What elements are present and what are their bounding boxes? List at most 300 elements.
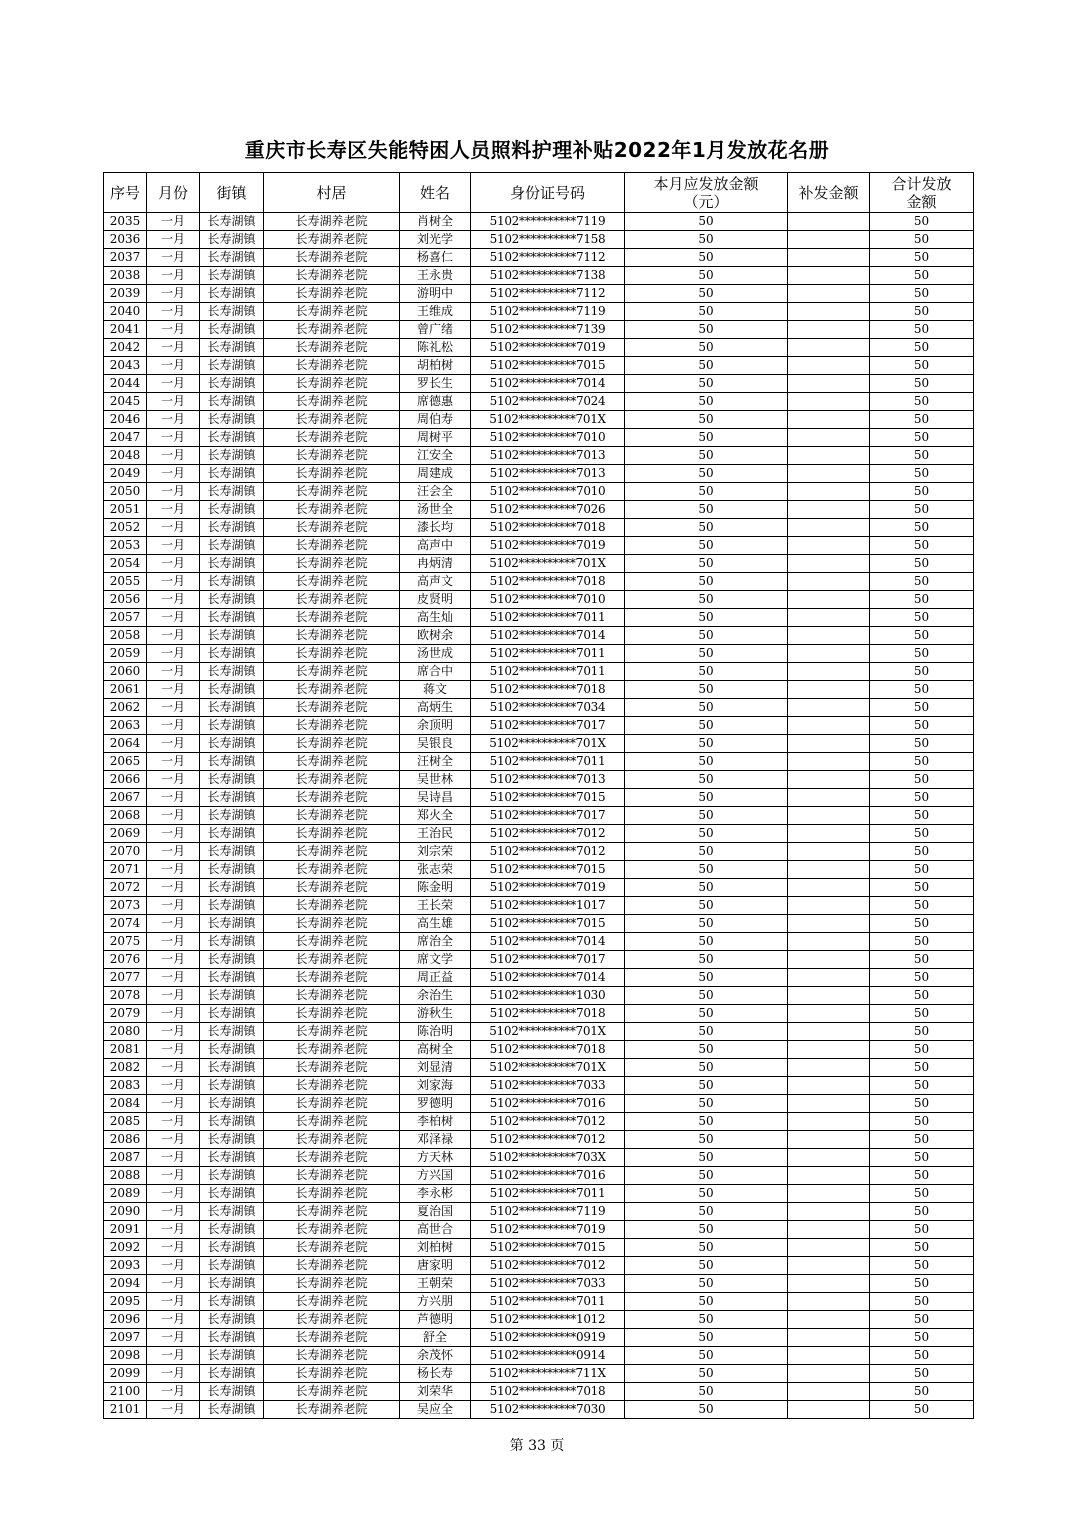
cell-monthly-amount: 50	[625, 1167, 788, 1185]
cell-village: 长寿湖养老院	[264, 1023, 400, 1041]
cell-supplement-amount	[788, 1311, 870, 1329]
cell-supplement-amount	[788, 249, 870, 267]
cell-monthly-amount: 50	[625, 357, 788, 375]
table-row	[104, 897, 974, 915]
cell-town: 长寿湖镇	[200, 1383, 264, 1401]
cell-monthly-amount: 50	[625, 897, 788, 915]
cell-town: 长寿湖镇	[200, 951, 264, 969]
cell-id-number: 5102**********7011	[471, 753, 625, 771]
cell-month: 一月	[147, 609, 200, 627]
cell-total-amount: 50	[870, 1203, 974, 1221]
table-row	[104, 303, 974, 321]
cell-serial-number: 2054	[104, 555, 147, 573]
cell-id-number: 5102**********7017	[471, 807, 625, 825]
cell-person-name: 李永彬	[400, 1185, 471, 1203]
cell-serial-number: 2042	[104, 339, 147, 357]
cell-town: 长寿湖镇	[200, 231, 264, 249]
cell-month: 一月	[147, 789, 200, 807]
table-row	[104, 447, 974, 465]
page-number: 第 33 页	[509, 1438, 565, 1454]
cell-serial-number: 2057	[104, 609, 147, 627]
cell-total-amount: 50	[870, 1383, 974, 1401]
cell-person-name: 游秋生	[400, 1005, 471, 1023]
cell-total-amount: 50	[870, 555, 974, 573]
cell-id-number: 5102**********0919	[471, 1329, 625, 1347]
cell-serial-number: 2056	[104, 591, 147, 609]
cell-total-amount: 50	[870, 735, 974, 753]
cell-monthly-amount: 50	[625, 303, 788, 321]
cell-village: 长寿湖养老院	[264, 447, 400, 465]
cell-supplement-amount	[788, 1041, 870, 1059]
cell-serial-number: 2061	[104, 681, 147, 699]
cell-total-amount: 50	[870, 1239, 974, 1257]
cell-id-number: 5102**********1030	[471, 987, 625, 1005]
cell-serial-number: 2089	[104, 1185, 147, 1203]
cell-serial-number: 2096	[104, 1311, 147, 1329]
table-row	[104, 519, 974, 537]
cell-village: 长寿湖养老院	[264, 483, 400, 501]
cell-serial-number: 2038	[104, 267, 147, 285]
cell-town: 长寿湖镇	[200, 393, 264, 411]
table-row	[104, 1329, 974, 1347]
cell-supplement-amount	[788, 753, 870, 771]
cell-serial-number: 2051	[104, 501, 147, 519]
cell-serial-number: 2082	[104, 1059, 147, 1077]
cell-id-number: 5102**********711X	[471, 1365, 625, 1383]
table-row	[104, 915, 974, 933]
cell-village: 长寿湖养老院	[264, 753, 400, 771]
header-month: 月份	[147, 173, 200, 213]
cell-serial-number: 2078	[104, 987, 147, 1005]
cell-serial-number: 2074	[104, 915, 147, 933]
cell-month: 一月	[147, 1095, 200, 1113]
cell-town: 长寿湖镇	[200, 717, 264, 735]
cell-month: 一月	[147, 1275, 200, 1293]
cell-supplement-amount	[788, 825, 870, 843]
cell-total-amount: 50	[870, 843, 974, 861]
cell-town: 长寿湖镇	[200, 825, 264, 843]
cell-person-name: 蒋文	[400, 681, 471, 699]
cell-town: 长寿湖镇	[200, 753, 264, 771]
cell-town: 长寿湖镇	[200, 627, 264, 645]
cell-id-number: 5102**********701X	[471, 411, 625, 429]
cell-village: 长寿湖养老院	[264, 1131, 400, 1149]
cell-monthly-amount: 50	[625, 807, 788, 825]
cell-monthly-amount: 50	[625, 375, 788, 393]
cell-serial-number: 2086	[104, 1131, 147, 1149]
header-total-amount: 合计发放金额	[870, 173, 974, 213]
cell-total-amount: 50	[870, 1041, 974, 1059]
header-monthly-amount: 本月应发放金额（元）	[625, 173, 788, 213]
cell-total-amount: 50	[870, 1257, 974, 1275]
cell-serial-number: 2036	[104, 231, 147, 249]
cell-supplement-amount	[788, 1203, 870, 1221]
cell-total-amount: 50	[870, 267, 974, 285]
cell-person-name: 陈治明	[400, 1023, 471, 1041]
cell-village: 长寿湖养老院	[264, 1095, 400, 1113]
cell-town: 长寿湖镇	[200, 1365, 264, 1383]
cell-month: 一月	[147, 663, 200, 681]
cell-village: 长寿湖养老院	[264, 735, 400, 753]
cell-person-name: 席文学	[400, 951, 471, 969]
table-row	[104, 1185, 974, 1203]
cell-id-number: 5102**********7026	[471, 501, 625, 519]
cell-id-number: 5102**********7018	[471, 1383, 625, 1401]
header-row	[104, 173, 974, 213]
cell-person-name: 周伯寿	[400, 411, 471, 429]
cell-serial-number: 2085	[104, 1113, 147, 1131]
cell-serial-number: 2099	[104, 1365, 147, 1383]
cell-serial-number: 2071	[104, 861, 147, 879]
cell-serial-number: 2097	[104, 1329, 147, 1347]
cell-town: 长寿湖镇	[200, 663, 264, 681]
cell-town: 长寿湖镇	[200, 681, 264, 699]
cell-id-number: 5102**********7011	[471, 645, 625, 663]
cell-id-number: 5102**********7011	[471, 663, 625, 681]
cell-total-amount: 50	[870, 1311, 974, 1329]
cell-monthly-amount: 50	[625, 1221, 788, 1239]
cell-month: 一月	[147, 627, 200, 645]
subsidy-roster-table	[103, 172, 974, 1419]
cell-town: 长寿湖镇	[200, 789, 264, 807]
cell-village: 长寿湖养老院	[264, 933, 400, 951]
cell-month: 一月	[147, 843, 200, 861]
cell-serial-number: 2101	[104, 1401, 147, 1419]
table-row	[104, 987, 974, 1005]
cell-id-number: 5102**********7012	[471, 1113, 625, 1131]
cell-village: 长寿湖养老院	[264, 1293, 400, 1311]
cell-person-name: 刘显清	[400, 1059, 471, 1077]
cell-total-amount: 50	[870, 825, 974, 843]
cell-monthly-amount: 50	[625, 987, 788, 1005]
cell-monthly-amount: 50	[625, 501, 788, 519]
cell-month: 一月	[147, 1347, 200, 1365]
cell-total-amount: 50	[870, 321, 974, 339]
cell-serial-number: 2088	[104, 1167, 147, 1185]
cell-month: 一月	[147, 321, 200, 339]
cell-town: 长寿湖镇	[200, 501, 264, 519]
table-row	[104, 609, 974, 627]
cell-monthly-amount: 50	[625, 285, 788, 303]
cell-supplement-amount	[788, 807, 870, 825]
cell-month: 一月	[147, 573, 200, 591]
cell-supplement-amount	[788, 699, 870, 717]
cell-town: 长寿湖镇	[200, 537, 264, 555]
cell-person-name: 王永贵	[400, 267, 471, 285]
cell-id-number: 5102**********7016	[471, 1167, 625, 1185]
cell-person-name: 胡柏树	[400, 357, 471, 375]
cell-total-amount: 50	[870, 753, 974, 771]
cell-id-number: 5102**********7033	[471, 1077, 625, 1095]
table-row	[104, 1149, 974, 1167]
cell-person-name: 高生雄	[400, 915, 471, 933]
cell-village: 长寿湖养老院	[264, 1041, 400, 1059]
cell-id-number: 5102**********7019	[471, 537, 625, 555]
cell-village: 长寿湖养老院	[264, 249, 400, 267]
table-row	[104, 969, 974, 987]
cell-monthly-amount: 50	[625, 1149, 788, 1167]
cell-town: 长寿湖镇	[200, 1005, 264, 1023]
cell-supplement-amount	[788, 429, 870, 447]
cell-total-amount: 50	[870, 573, 974, 591]
cell-total-amount: 50	[870, 609, 974, 627]
cell-village: 长寿湖养老院	[264, 1275, 400, 1293]
cell-supplement-amount	[788, 375, 870, 393]
cell-supplement-amount	[788, 1329, 870, 1347]
cell-village: 长寿湖养老院	[264, 501, 400, 519]
cell-village: 长寿湖养老院	[264, 465, 400, 483]
cell-total-amount: 50	[870, 771, 974, 789]
cell-month: 一月	[147, 1257, 200, 1275]
cell-total-amount: 50	[870, 879, 974, 897]
cell-person-name: 陈礼松	[400, 339, 471, 357]
cell-total-amount: 50	[870, 699, 974, 717]
cell-id-number: 5102**********7019	[471, 879, 625, 897]
table-row	[104, 1365, 974, 1383]
cell-serial-number: 2090	[104, 1203, 147, 1221]
cell-person-name: 吴应全	[400, 1401, 471, 1419]
cell-supplement-amount	[788, 915, 870, 933]
cell-month: 一月	[147, 1113, 200, 1131]
header-town: 街镇	[200, 173, 264, 213]
cell-month: 一月	[147, 969, 200, 987]
cell-supplement-amount	[788, 357, 870, 375]
cell-month: 一月	[147, 1005, 200, 1023]
cell-month: 一月	[147, 231, 200, 249]
cell-supplement-amount	[788, 1095, 870, 1113]
cell-supplement-amount	[788, 681, 870, 699]
cell-serial-number: 2037	[104, 249, 147, 267]
cell-monthly-amount: 50	[625, 339, 788, 357]
cell-supplement-amount	[788, 303, 870, 321]
cell-village: 长寿湖养老院	[264, 519, 400, 537]
cell-town: 长寿湖镇	[200, 285, 264, 303]
cell-town: 长寿湖镇	[200, 591, 264, 609]
cell-person-name: 汪树全	[400, 753, 471, 771]
cell-person-name: 刘光学	[400, 231, 471, 249]
table-row	[104, 1383, 974, 1401]
cell-supplement-amount	[788, 1293, 870, 1311]
table-row	[104, 321, 974, 339]
table-row	[104, 1401, 974, 1419]
cell-person-name: 罗长生	[400, 375, 471, 393]
cell-person-name: 李柏树	[400, 1113, 471, 1131]
cell-id-number: 5102**********7011	[471, 1185, 625, 1203]
cell-supplement-amount	[788, 789, 870, 807]
cell-total-amount: 50	[870, 249, 974, 267]
table-row	[104, 699, 974, 717]
cell-monthly-amount: 50	[625, 573, 788, 591]
cell-id-number: 5102**********7017	[471, 951, 625, 969]
cell-serial-number: 2060	[104, 663, 147, 681]
cell-town: 长寿湖镇	[200, 375, 264, 393]
cell-person-name: 曾广绪	[400, 321, 471, 339]
cell-monthly-amount: 50	[625, 1095, 788, 1113]
cell-supplement-amount	[788, 1239, 870, 1257]
cell-town: 长寿湖镇	[200, 303, 264, 321]
table-row	[104, 1059, 974, 1077]
cell-village: 长寿湖养老院	[264, 1005, 400, 1023]
cell-id-number: 5102**********7019	[471, 1221, 625, 1239]
cell-serial-number: 2045	[104, 393, 147, 411]
cell-person-name: 周树平	[400, 429, 471, 447]
cell-village: 长寿湖养老院	[264, 429, 400, 447]
cell-id-number: 5102**********7033	[471, 1275, 625, 1293]
cell-town: 长寿湖镇	[200, 1203, 264, 1221]
table-row	[104, 1221, 974, 1239]
cell-total-amount: 50	[870, 537, 974, 555]
table-row	[104, 285, 974, 303]
cell-person-name: 高世合	[400, 1221, 471, 1239]
cell-town: 长寿湖镇	[200, 1113, 264, 1131]
cell-month: 一月	[147, 213, 200, 231]
cell-person-name: 汤世全	[400, 501, 471, 519]
table-row	[104, 753, 974, 771]
cell-person-name: 方天林	[400, 1149, 471, 1167]
cell-village: 长寿湖养老院	[264, 699, 400, 717]
cell-month: 一月	[147, 1365, 200, 1383]
cell-town: 长寿湖镇	[200, 933, 264, 951]
cell-town: 长寿湖镇	[200, 1293, 264, 1311]
cell-serial-number: 2084	[104, 1095, 147, 1113]
cell-person-name: 漆长均	[400, 519, 471, 537]
cell-month: 一月	[147, 807, 200, 825]
cell-monthly-amount: 50	[625, 1059, 788, 1077]
cell-village: 长寿湖养老院	[264, 1203, 400, 1221]
cell-monthly-amount: 50	[625, 1383, 788, 1401]
cell-town: 长寿湖镇	[200, 735, 264, 753]
cell-supplement-amount	[788, 1347, 870, 1365]
cell-total-amount: 50	[870, 501, 974, 519]
cell-serial-number: 2087	[104, 1149, 147, 1167]
cell-town: 长寿湖镇	[200, 249, 264, 267]
page-title: 重庆市长寿区失能特困人员照料护理补贴2022年1月发放花名册	[244, 138, 830, 162]
cell-monthly-amount: 50	[625, 483, 788, 501]
cell-month: 一月	[147, 1041, 200, 1059]
cell-id-number: 5102**********1017	[471, 897, 625, 915]
cell-id-number: 5102**********703X	[471, 1149, 625, 1167]
cell-monthly-amount: 50	[625, 825, 788, 843]
cell-monthly-amount: 50	[625, 969, 788, 987]
cell-village: 长寿湖养老院	[264, 1401, 400, 1419]
cell-supplement-amount	[788, 285, 870, 303]
cell-monthly-amount: 50	[625, 879, 788, 897]
cell-month: 一月	[147, 1203, 200, 1221]
cell-monthly-amount: 50	[625, 1203, 788, 1221]
cell-total-amount: 50	[870, 303, 974, 321]
cell-village: 长寿湖养老院	[264, 573, 400, 591]
cell-monthly-amount: 50	[625, 447, 788, 465]
cell-village: 长寿湖养老院	[264, 555, 400, 573]
cell-monthly-amount: 50	[625, 1239, 788, 1257]
cell-supplement-amount	[788, 465, 870, 483]
cell-town: 长寿湖镇	[200, 1023, 264, 1041]
table-row	[104, 1203, 974, 1221]
cell-total-amount: 50	[870, 1023, 974, 1041]
cell-serial-number: 2069	[104, 825, 147, 843]
cell-id-number: 5102**********7018	[471, 681, 625, 699]
cell-month: 一月	[147, 267, 200, 285]
cell-id-number: 5102**********7119	[471, 1203, 625, 1221]
cell-serial-number: 2091	[104, 1221, 147, 1239]
cell-monthly-amount: 50	[625, 537, 788, 555]
cell-total-amount: 50	[870, 213, 974, 231]
cell-town: 长寿湖镇	[200, 1149, 264, 1167]
cell-total-amount: 50	[870, 1167, 974, 1185]
cell-monthly-amount: 50	[625, 843, 788, 861]
cell-serial-number: 2053	[104, 537, 147, 555]
cell-supplement-amount	[788, 771, 870, 789]
cell-person-name: 王朝荣	[400, 1275, 471, 1293]
cell-month: 一月	[147, 879, 200, 897]
cell-month: 一月	[147, 357, 200, 375]
cell-person-name: 江安全	[400, 447, 471, 465]
cell-village: 长寿湖养老院	[264, 285, 400, 303]
cell-person-name: 杨喜仁	[400, 249, 471, 267]
cell-serial-number: 2092	[104, 1239, 147, 1257]
table-row	[104, 951, 974, 969]
cell-monthly-amount: 50	[625, 681, 788, 699]
cell-town: 长寿湖镇	[200, 1275, 264, 1293]
cell-village: 长寿湖养老院	[264, 771, 400, 789]
cell-serial-number: 2039	[104, 285, 147, 303]
table-row	[104, 1023, 974, 1041]
cell-serial-number: 2055	[104, 573, 147, 591]
cell-person-name: 唐家明	[400, 1257, 471, 1275]
cell-serial-number: 2077	[104, 969, 147, 987]
cell-id-number: 5102**********7012	[471, 843, 625, 861]
table-row	[104, 339, 974, 357]
cell-supplement-amount	[788, 1167, 870, 1185]
cell-month: 一月	[147, 465, 200, 483]
cell-serial-number: 2072	[104, 879, 147, 897]
cell-monthly-amount: 50	[625, 789, 788, 807]
table-row	[104, 411, 974, 429]
cell-supplement-amount	[788, 1023, 870, 1041]
cell-monthly-amount: 50	[625, 717, 788, 735]
cell-id-number: 5102**********7019	[471, 339, 625, 357]
cell-total-amount: 50	[870, 1365, 974, 1383]
cell-monthly-amount: 50	[625, 645, 788, 663]
cell-village: 长寿湖养老院	[264, 915, 400, 933]
table-row	[104, 807, 974, 825]
table-row	[104, 537, 974, 555]
cell-id-number: 5102**********7015	[471, 861, 625, 879]
cell-village: 长寿湖养老院	[264, 987, 400, 1005]
cell-month: 一月	[147, 1023, 200, 1041]
cell-total-amount: 50	[870, 1275, 974, 1293]
cell-monthly-amount: 50	[625, 1257, 788, 1275]
cell-total-amount: 50	[870, 1113, 974, 1131]
cell-village: 长寿湖养老院	[264, 897, 400, 915]
cell-month: 一月	[147, 411, 200, 429]
cell-serial-number: 2070	[104, 843, 147, 861]
cell-monthly-amount: 50	[625, 555, 788, 573]
cell-person-name: 杨长寿	[400, 1365, 471, 1383]
cell-monthly-amount: 50	[625, 627, 788, 645]
cell-month: 一月	[147, 1185, 200, 1203]
cell-supplement-amount	[788, 1365, 870, 1383]
cell-id-number: 5102**********7119	[471, 213, 625, 231]
cell-month: 一月	[147, 375, 200, 393]
cell-total-amount: 50	[870, 969, 974, 987]
cell-town: 长寿湖镇	[200, 411, 264, 429]
cell-village: 长寿湖养老院	[264, 1257, 400, 1275]
cell-person-name: 王维成	[400, 303, 471, 321]
cell-town: 长寿湖镇	[200, 807, 264, 825]
cell-village: 长寿湖养老院	[264, 1059, 400, 1077]
cell-supplement-amount	[788, 411, 870, 429]
